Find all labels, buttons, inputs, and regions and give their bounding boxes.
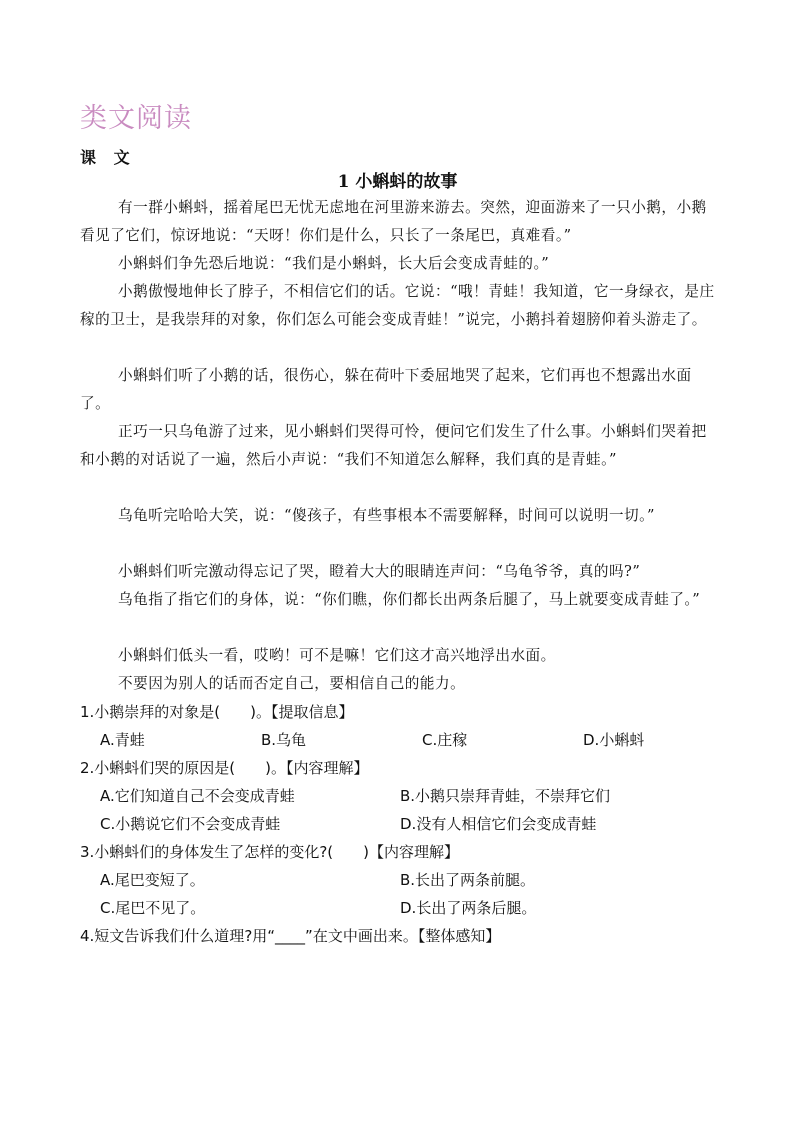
story-paragraph: 乌龟指了指它们的身体，说：“你们瞧，你们都长出两条后腿了，马上就要变成青蛙了。” — [118, 591, 701, 608]
story-paragraph: 小鹅傲慢地伸长了脖子，不相信它们的话。它说：“哦！青蛙！我知道，它一身绿衣，是庄稼的卫士，是我崇拜的对象，你们怎么可能会变成青蛙！”说完，小鹅抖着翅膀仰着头游走了。 — [80, 283, 715, 328]
story-paragraph: 不要因为别人的话而否定自己，要相信自己的能力。 — [118, 675, 466, 692]
question-2-option-c[interactable]: C.小鹅说它们不会变成青蛙 — [100, 815, 281, 833]
story-paragraph: 正巧一只乌龟游了过来，见小蝌蚪们哭得可怜，便问它们发生了什么事。小蝌蚪们哭着把和小鹅的对话说了一遍，然后小声说：“我们不知道怎么解释，我们真的是青蛙。” — [80, 423, 707, 468]
story-paragraph: 有一群小蝌蚪，摇着尾巴无忧无虑地在河里游来游去。突然，迎面游来了一只小鹅，小鹅看见了它们，惊讶地说：“天呀！你们是什么，只长了一条尾巴，真难看。” — [80, 199, 707, 244]
question-1-option-c[interactable]: C.庄稼 — [422, 731, 468, 749]
question-4-stem: 4.短文告诉我们什么道理?用“____”在文中画出来。【整体感知】 — [80, 927, 501, 945]
question-3-option-d[interactable]: D.长出了两条后腿。 — [400, 899, 537, 917]
question-3-stem: 3.小蝌蚪们的身体发生了怎样的变化?( )【内容理解】 — [80, 843, 459, 861]
story-paragraph: 小蝌蚪们争先恐后地说：“我们是小蝌蚪，长大后会变成青蛙的。” — [118, 255, 550, 272]
story-paragraph: 小蝌蚪们听完激动得忘记了哭，瞪着大大的眼睛连声问：“乌龟爷爷，真的吗?” — [118, 563, 641, 580]
question-2-option-b[interactable]: B.小鹅只崇拜青蛙，不崇拜它们 — [400, 787, 611, 805]
question-3-option-c[interactable]: C.尾巴不见了。 — [100, 899, 206, 917]
question-1-stem: 1.小鹅崇拜的对象是( )。【提取信息】 — [80, 703, 354, 721]
story-title: 1 小蝌蚪的故事 — [337, 172, 458, 192]
question-1-option-b[interactable]: B.乌龟 — [261, 731, 307, 749]
question-2-option-d[interactable]: D.没有人相信它们会变成青蛙 — [400, 815, 597, 833]
story-paragraph: 乌龟听完哈哈大笑，说：“傻孩子，有些事根本不需要解释，时间可以说明一切。” — [118, 507, 655, 524]
question-2-stem: 2.小蝌蚪们哭的原因是( )。【内容理解】 — [80, 759, 369, 777]
story-paragraph: 小蝌蚪们低头一看，哎哟！可不是嘛！它们这才高兴地浮出水面。 — [118, 647, 556, 664]
question-1-option-a[interactable]: A.青蛙 — [100, 731, 145, 749]
question-3-option-b[interactable]: B.长出了两条前腿。 — [400, 871, 536, 889]
question-3-option-a[interactable]: A.尾巴变短了。 — [100, 871, 205, 889]
section-title: 类文阅读 — [80, 103, 192, 134]
story-paragraph: 小蝌蚪们听了小鹅的话，很伤心，躲在荷叶下委屈地哭了起来，它们再也不想露出水面了。 — [80, 367, 692, 412]
question-2-option-a[interactable]: A.它们知道自己不会变成青蛙 — [100, 787, 295, 805]
question-1-option-d[interactable]: D.小蝌蚪 — [583, 731, 645, 749]
sub-title: 课 文 — [80, 148, 136, 167]
